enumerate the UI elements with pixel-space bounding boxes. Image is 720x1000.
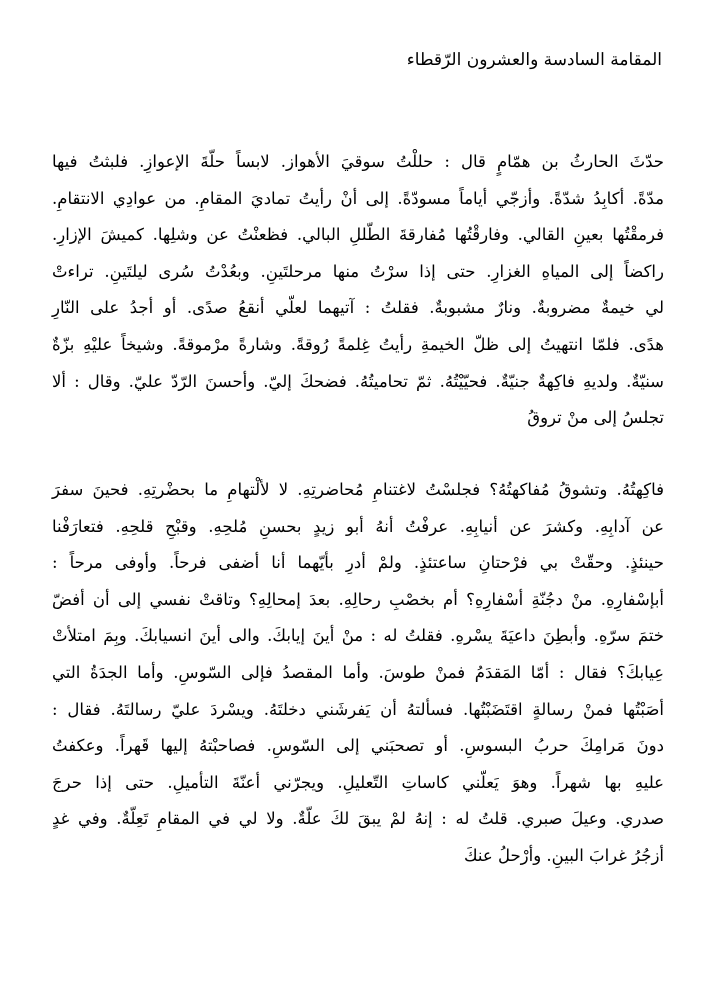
paragraph-2 (52, 472, 664, 875)
paragraph-line: فرمقْتُها بعينِ القالي. وفارقْتُها مُفارقةَ الطّللِ البالي. فظعنْتُ عن وشلِها. كميشَ الإزارِ. (52, 225, 664, 245)
document-title: المقامة السادسة والعشرون الرّقطاء (406, 50, 662, 70)
paragraph-1 (52, 144, 664, 437)
paragraph-line: صدري. وعيلَ صبري. قلتُ له : إنهُ لمْ يبقَ لكَ علّةٌ. ولا لي في المقامِ تَعِلّةٌ. وفي غدٍ (52, 809, 664, 829)
paragraph-line: عِيابكَ؟ فقال : أمّا المَقدَمُ فمنْ طوسَ. وأما المقصدُ فإلى السّوسِ. وأما الجدَةُ التي (52, 662, 664, 682)
paragraph-line: أزجُرُ غرابَ البينِ. وأرْحلُ عنكَ (463, 845, 664, 865)
paragraph-line: حدّثَ الحارثُ بن همّامٍ قال : حللْتُ سوقيَ الأهواز. لابساً حلّةَ الإعوازِ. فلبثتُ فيها (52, 152, 664, 171)
paragraph-line: مدّةً. أكابِدُ شدّةً. وأزجّي أياماً مسودّةً. إلى أنْ رأيتُ تماديَ المقامِ. من عوادِي الانتقامِ. (52, 188, 664, 208)
paragraph-line: أبإسْفارِهِ. منْ دجُنّةِ أسْفارِهِ؟ أم بخصْبِ رحالِهِ. بعدَ إمحالِهِ؟ وتاقتْ نفسي إلى أن أفضّ (52, 589, 664, 609)
paragraph-line: حينئذٍ. وحقّتْ بي فرْحتانِ ساعتئذٍ. ولمْ أدرِ بأيّهما أنا أضفى فرحاً. وأوفى مرحاً : (52, 553, 664, 573)
paragraph-line: عن آدابِهِ. وكشرَ عن أنيابِهِ. عرفْتُ أنهُ أبو زيدٍ بحسنِ مُلحِهِ. وقبْحِ قلحِهِ. فتعارَفْنا (52, 516, 664, 536)
paragraph-line: سنيّةٌ. ولديهِ فاكِهةٌ جنيّةٌ. فحيّيْتُهُ. ثمّ تحاميتُهُ. فضحكَ إليّ. وأحسنَ الرّدّ عليّ. وقال : ألا (52, 371, 664, 391)
paragraph-line: تجلسُ إلى منْ تروقُ (527, 408, 664, 428)
paragraph-line: لي خيمةٌ مضروبةٌ. ونارٌ مشبوبةٌ. فقلتُ : آتيهما لعلّي أنقعُ صدًى. أو أجدُ على النّارِ (52, 298, 664, 318)
paragraph-line: دونَ مَرامِكَ حربُ البسوسِ. أو تصحبَني إلى السّوسِ. فصاحبْتهُ إليها قَهراً. وعكفتُ (52, 736, 664, 756)
paragraph-line: ختمَ سرّهِ. وأبطِنَ داعيَةَ يسْرهِ. فقلتُ له : منْ أينَ إيابكَ. والى أينَ انسيابكَ. وبِمَ امتلأتْ (52, 626, 664, 646)
paragraph-line: راكضاً إلى المياهِ الغزارِ. حتى إذا سرْتُ منها مرحلتَينِ. وبعُدْتُ سُرى ليلتَينِ. تراءتْ (52, 261, 664, 281)
paragraph-line: هدًى. فلمّا انتهيتُ إلى ظلّ الخيمةِ رأيتُ غِلمةً رُوقةً. وشارةً مرْموقةً. وشيخاً عليْهِ بزّةٌ (52, 334, 664, 354)
paragraph-line: فاكِهتُهُ. وتشوقُ مُفاكهتُهُ؟ فجلسْتُ لاغتنامِ مُحاضرتِهِ. لا لألْتهامِ ما بحضْرتِهِ. فحينَ سفرَ (52, 480, 664, 499)
paragraph-line: عليهِ بها شهراً. وهوَ يَعلّني كاساتِ التّعليلِ. ويجرّني أعنّةَ التأميلِ. حتى إذا حرجَ (52, 772, 664, 792)
paragraph-line: أصَبْتُها فمنْ رسالةٍ اقتَضَبْتُها. فسألتهُ أن يَفرشَني دخلتَهُ. ويسْردَ عليّ رسالتَهُ. فقال : (52, 699, 664, 719)
